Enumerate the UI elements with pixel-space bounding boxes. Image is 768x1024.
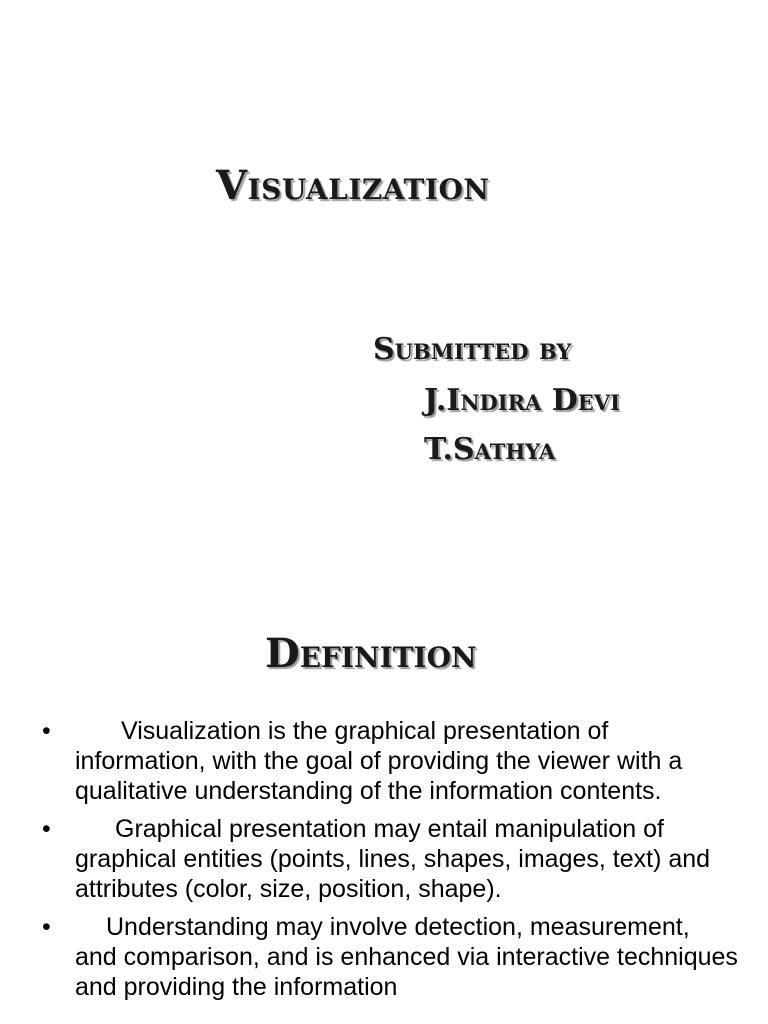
list-item (0, 814, 768, 904)
bullet-text: Understanding may involve detection, measurement, and comparison, and is enhanced via interactive techniques and providing the information (75, 913, 738, 1001)
definition-slide (0, 576, 768, 1024)
slide-title: Visualization (216, 162, 490, 209)
bullet-list (0, 716, 768, 1010)
author-name: T.Sathya (424, 432, 556, 467)
bullet-icon: • (42, 913, 51, 941)
bullet-icon: • (42, 717, 51, 745)
submitted-by-label: Submitted by (373, 332, 572, 367)
bullet-text: Graphical presentation may entail manipulation of graphical entities (points, lines, shapes, images, text) and attributes (color, size, position, shape). (75, 815, 711, 903)
bullet-text: Visualization is the graphical presentation of information, with the goal of providing the viewer with a qualitative understanding of the information contents. (75, 717, 683, 805)
author-name: J.Indira Devi (424, 383, 620, 418)
slide-heading: Definition (265, 630, 477, 677)
list-item (0, 912, 768, 1002)
bullet-icon: • (42, 815, 51, 843)
list-item (0, 716, 768, 806)
